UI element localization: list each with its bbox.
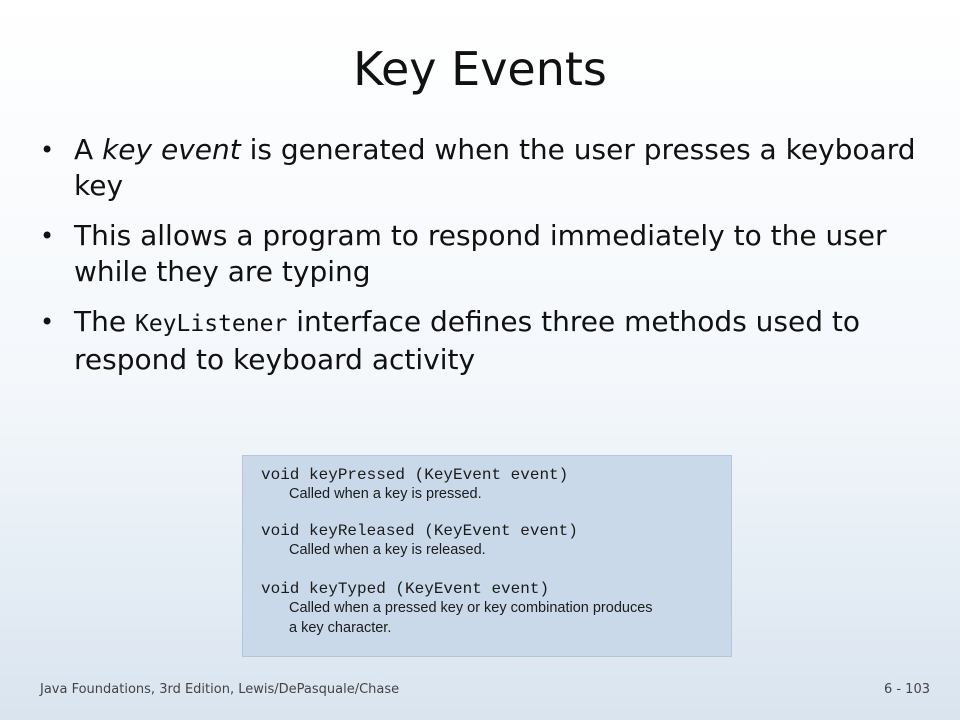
bullet-dot-icon: •: [40, 136, 55, 164]
bullet-emphasis: key event: [102, 133, 241, 166]
bullet-code: KeyListener: [134, 311, 288, 337]
bullet-item: [36, 304, 936, 378]
method-signature: void keyTyped (KeyEvent event): [261, 580, 550, 598]
bullet-text: A: [74, 133, 103, 166]
bullet-item: [36, 132, 936, 204]
bullet-dot-icon: •: [40, 222, 55, 250]
bullet-text: This allows a program to respond immediately to the user while they are typing: [74, 219, 887, 288]
method-entry: [261, 466, 568, 504]
method-figure: [242, 455, 732, 657]
bullet-text: interface defines three methods used to respond to keyboard activity: [74, 305, 861, 376]
method-signature: void keyPressed (KeyEvent event): [261, 466, 569, 484]
method-entry: [261, 522, 578, 560]
bullet-text: is generated when the user presses a keyboard key: [74, 133, 916, 202]
bullet-text: The: [74, 305, 135, 338]
method-description: a key character.: [289, 620, 392, 636]
method-signature: void keyReleased (KeyEvent event): [261, 522, 578, 540]
page-number: 6 - 103: [883, 682, 930, 697]
method-description: Called when a pressed key or key combination produces: [289, 600, 653, 616]
bullet-list: [36, 132, 936, 392]
footer-source: Java Foundations, 3rd Edition, Lewis/DePasquale/Chase: [40, 682, 400, 697]
bullet-dot-icon: •: [40, 308, 55, 336]
bullet-item: [36, 218, 936, 290]
method-description: Called when a key is pressed.: [289, 486, 482, 502]
method-description: Called when a key is released.: [289, 542, 486, 558]
slide-title: Key Events: [353, 42, 607, 96]
method-entry: [261, 580, 653, 638]
